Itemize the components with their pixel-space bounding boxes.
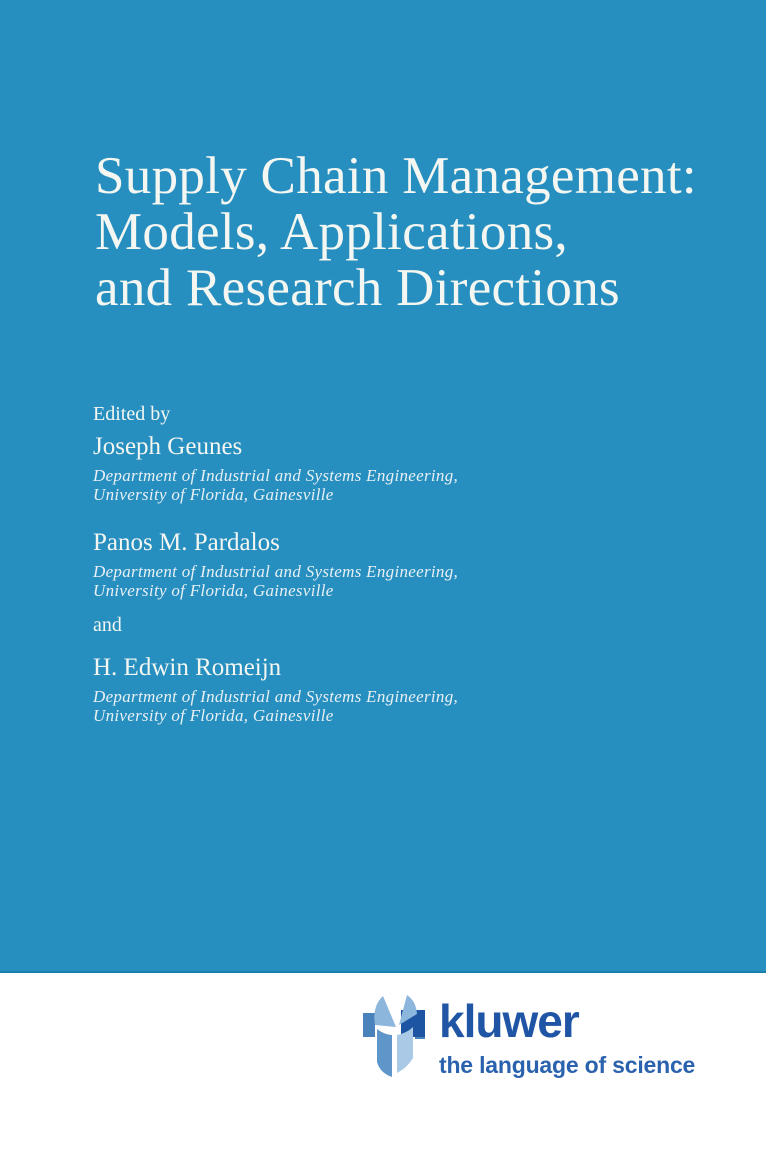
publisher-tagline: the language of science	[439, 1052, 696, 1078]
book-title-line-3: and Research Directions	[95, 259, 620, 317]
editor-affiliation-1-line-2: University of Florida, Gainesville	[93, 485, 334, 504]
editor-affiliation-2	[93, 562, 458, 600]
book-title	[95, 148, 697, 316]
editor-affiliation-2-line-1: Department of Industrial and Systems Engineering,	[93, 562, 459, 581]
edited-by-label: Edited by	[93, 403, 171, 425]
editor-affiliation-3-line-2: University of Florida, Gainesville	[93, 706, 334, 725]
publisher-name: kluwer	[439, 995, 579, 1047]
editor-name-1: Joseph Geunes	[93, 433, 243, 460]
book-title-line-2: Models, Applications,	[95, 203, 568, 261]
editor-name-2: Panos M. Pardalos	[93, 529, 280, 556]
kluwer-pinwheel-icon	[363, 995, 425, 1083]
book-title-line-1: Supply Chain Management:	[95, 147, 697, 205]
editor-name-3: H. Edwin Romeijn	[93, 654, 282, 681]
editors-block	[93, 404, 458, 725]
and-label: and	[93, 614, 122, 636]
publisher-logo	[363, 995, 695, 1083]
editor-affiliation-1	[93, 466, 458, 504]
editor-affiliation-3	[93, 687, 458, 725]
editor-affiliation-2-line-2: University of Florida, Gainesville	[93, 581, 334, 600]
editor-affiliation-3-line-1: Department of Industrial and Systems Engineering,	[93, 687, 459, 706]
editor-affiliation-1-line-1: Department of Industrial and Systems Engineering,	[93, 466, 459, 485]
publisher-text	[439, 995, 695, 1079]
